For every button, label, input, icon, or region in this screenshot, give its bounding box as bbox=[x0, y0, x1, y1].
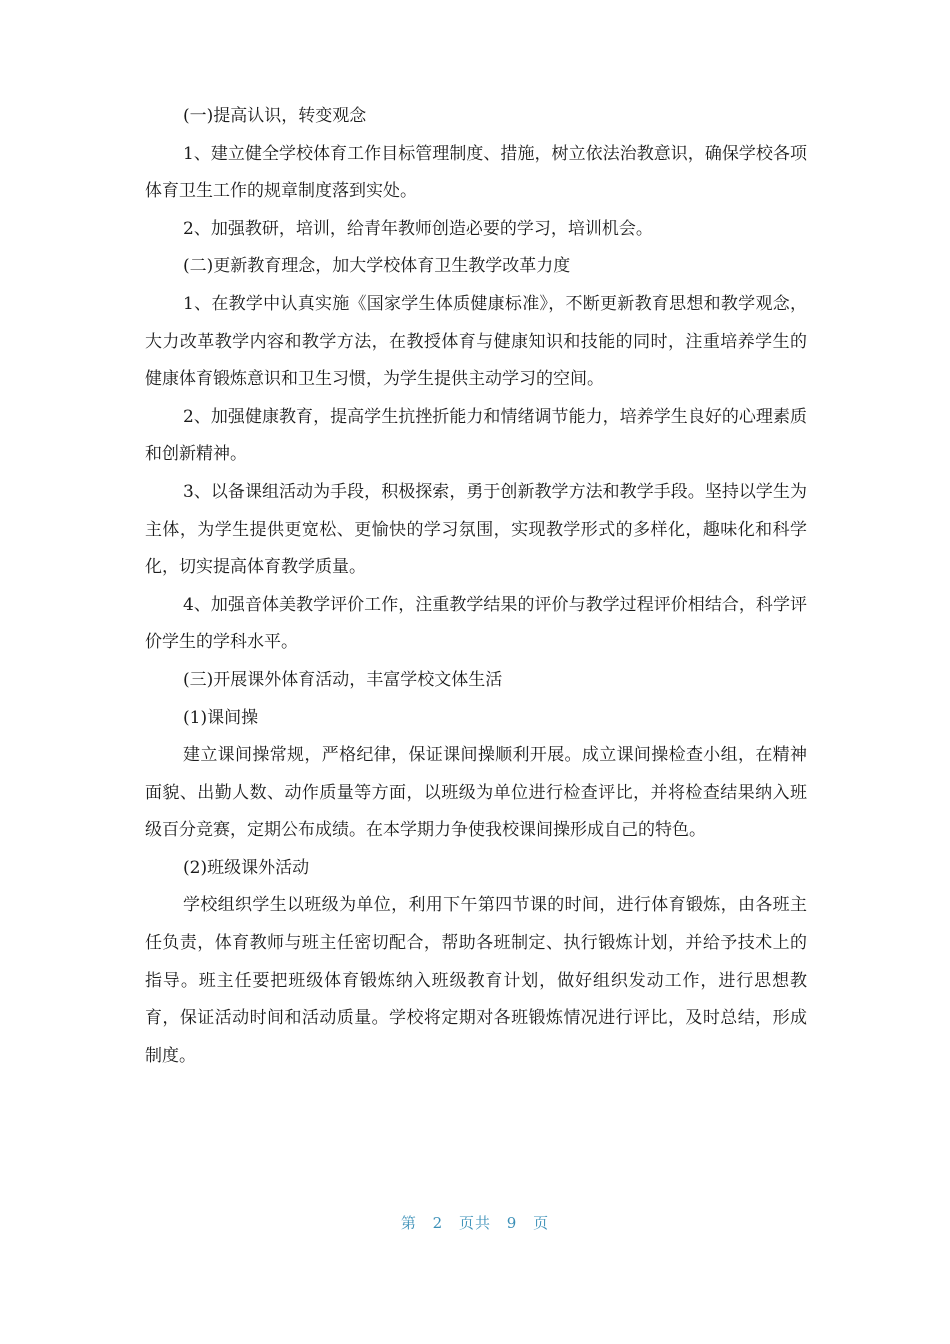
paragraph: 1、在教学中认真实施《国家学生体质健康标准》，不断更新教育思想和教学观念，大力改革教学内容和教学方法，在教授体育与健康知识和技能的同时，注重培养学生的健康体育锻炼意识和卫生习惯，为学生提供主动学习的空间。 bbox=[145, 293, 807, 390]
paragraph: 学校组织学生以班级为单位，利用下午第四节课的时间，进行体育锻炼，由各班主任负责，体育教师与班主任密切配合，帮助各班制定、执行锻炼计划，并给予技术上的指导。班主任要把班级体育锻炼纳入班级教育计划，做好组织发动工作，进行思想教育，保证活动时间和活动质量。学校将定期对各班锻炼情况进行评比，及时总结，形成制度。 bbox=[145, 895, 807, 1066]
paragraph: 建立课间操常规，严格纪律，保证课间操顺利开展。成立课间操检查小组，在精神面貌、出勤人数、动作质量等方面，以班级为单位进行检查评比，并将检查结果纳入班级百分竞赛，定期公布成绩。在本学期力争使我校课间操形成自己的特色。 bbox=[145, 745, 807, 841]
subheading: (2)班级课外活动 bbox=[183, 857, 310, 878]
footer-suffix: 页 bbox=[533, 1214, 550, 1232]
footer-prefix: 第 bbox=[400, 1214, 417, 1232]
paragraph: 1、建立健全学校体育工作目标管理制度、措施，树立依法治教意识，确保学校各项体育卫生工作的规章制度落到实处。 bbox=[145, 143, 807, 202]
paragraph: 2、加强教研，培训，给青年教师创造必要的学习，培训机会。 bbox=[183, 218, 653, 239]
subheading: (1)课间操 bbox=[183, 707, 259, 728]
section-heading-1: (一)提高认识，转变观念 bbox=[183, 106, 367, 126]
document-body bbox=[145, 98, 807, 1075]
footer-page-number: 2 bbox=[432, 1214, 444, 1232]
section-heading-2: (二)更新教育理念，加大学校体育卫生教学改革力度 bbox=[183, 256, 571, 277]
section-heading-3: (三)开展课外体育活动，丰富学校文体生活 bbox=[183, 669, 503, 690]
footer-middle: 页共 bbox=[458, 1214, 491, 1232]
footer-total-pages: 9 bbox=[506, 1214, 518, 1232]
paragraph: 3、以备课组活动为手段，积极探索，勇于创新教学方法和教学手段。坚持以学生为主体，为学生提供更宽松、更愉快的学习氛围，实现教学形式的多样化，趣味化和科学化，切实提高体育教学质量。 bbox=[145, 481, 807, 578]
paragraph: 4、加强音体美教学评价工作，注重教学结果的评价与教学过程评价相结合，科学评价学生的学科水平。 bbox=[145, 594, 807, 653]
paragraph: 2、加强健康教育，提高学生抗挫折能力和情绪调节能力，培养学生良好的心理素质和创新精神。 bbox=[145, 406, 807, 465]
page-footer bbox=[0, 1212, 950, 1233]
